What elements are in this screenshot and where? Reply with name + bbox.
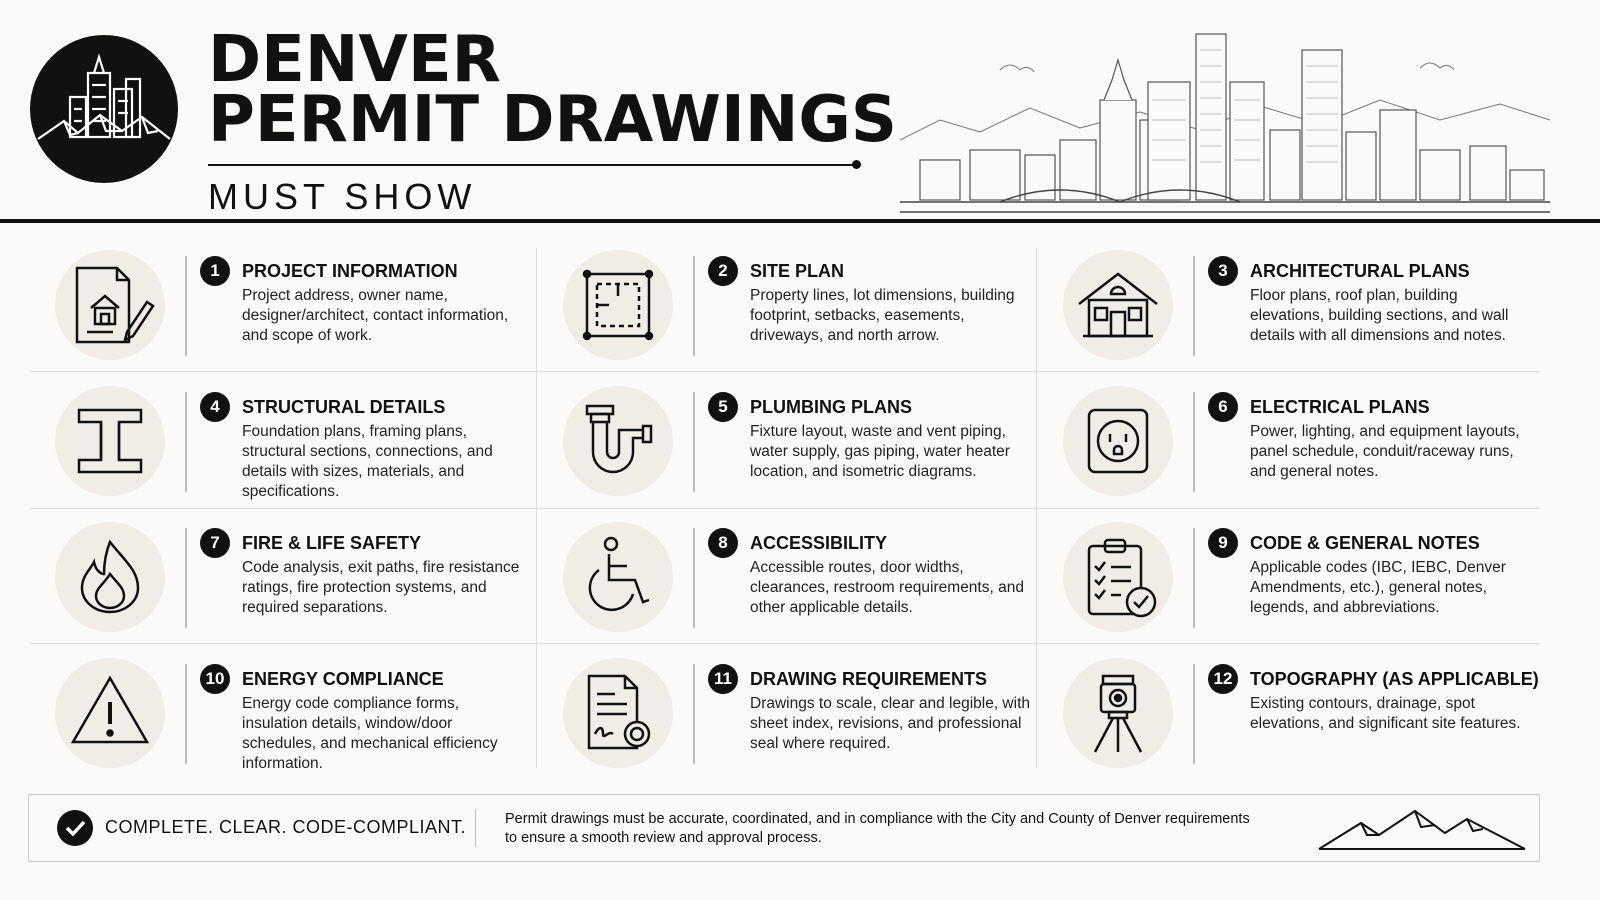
item-number: 10 xyxy=(200,664,230,694)
item-number: 1 xyxy=(200,256,230,286)
item-description: Applicable codes (IBC, IEBC, Denver Amendments, etc.), general notes, legends, and abbreviations. xyxy=(1250,559,1506,616)
requirement-card-8 xyxy=(538,510,1041,644)
item-description: Energy code compliance forms, insulation details, window/door schedules, and mechanical efficiency information. xyxy=(242,695,498,772)
card-divider xyxy=(693,528,695,628)
item-description: Project address, owner name, designer/architect, contact information, and scope of work. xyxy=(242,287,509,344)
warning-icon xyxy=(55,658,165,768)
item-title: SITE PLAN xyxy=(750,261,845,281)
pipe-icon xyxy=(563,386,673,496)
requirement-card-10 xyxy=(30,646,533,780)
item-number: 4 xyxy=(200,392,230,422)
requirement-card-7 xyxy=(30,510,533,644)
title-line-1: DENVER xyxy=(208,23,501,97)
requirement-card-6 xyxy=(1038,374,1541,508)
requirement-card-12 xyxy=(1038,646,1541,780)
item-description: Code analysis, exit paths, fire resistance ratings, fire protection systems, and required separations. xyxy=(242,559,520,616)
item-description: Fixture layout, waste and vent piping, water supply, gas piping, water heater location, and isometric diagrams. xyxy=(750,423,1010,480)
site-plan-icon xyxy=(563,250,673,360)
item-title: PLUMBING PLANS xyxy=(750,397,912,417)
card-divider xyxy=(693,256,695,356)
item-number: 2 xyxy=(708,256,738,286)
card-divider xyxy=(1193,256,1195,356)
item-number: 6 xyxy=(1208,392,1238,422)
title-underline-dot xyxy=(852,160,861,169)
requirement-card-3 xyxy=(1038,238,1541,372)
item-number: 12 xyxy=(1208,664,1238,694)
card-divider xyxy=(185,664,187,764)
item-title: PROJECT INFORMATION xyxy=(242,261,458,281)
item-description: Property lines, lot dimensions, building footprint, setbacks, easements, driveways, and north arrow. xyxy=(750,287,1015,344)
card-divider xyxy=(693,392,695,492)
card-divider xyxy=(185,528,187,628)
clipboard-check-icon xyxy=(1063,522,1173,632)
item-number: 9 xyxy=(1208,528,1238,558)
footer-banner xyxy=(28,794,1540,862)
card-divider xyxy=(693,664,695,764)
card-divider xyxy=(185,256,187,356)
requirement-card-2 xyxy=(538,238,1041,372)
item-number: 5 xyxy=(708,392,738,422)
item-title: TOPOGRAPHY (AS APPLICABLE) xyxy=(1250,669,1539,689)
item-description: Foundation plans, framing plans, structural sections, connections, and details with sizes, materials, and specifications. xyxy=(242,423,493,500)
flame-icon xyxy=(55,522,165,632)
requirement-card-11 xyxy=(538,646,1041,780)
item-description: Existing contours, drainage, spot elevations, and significant site features. xyxy=(1250,695,1521,732)
card-divider xyxy=(185,392,187,492)
requirement-card-9 xyxy=(1038,510,1541,644)
item-title: ELECTRICAL PLANS xyxy=(1250,397,1430,417)
city-mountain-logo-icon xyxy=(30,35,178,183)
check-circle-icon xyxy=(57,810,93,846)
wheelchair-icon xyxy=(563,522,673,632)
requirement-card-4 xyxy=(30,374,533,508)
item-title: FIRE & LIFE SAFETY xyxy=(242,533,422,553)
row-divider xyxy=(30,508,1540,509)
footer-message: Permit drawings must be accurate, coordinated, and in compliance with the City and County of Denver requirements to ensure a smooth review and approval process. xyxy=(505,811,1250,846)
item-number: 8 xyxy=(708,528,738,558)
item-title: STRUCTURAL DETAILS xyxy=(242,397,446,417)
subtitle: MUST SHOW xyxy=(208,176,477,217)
item-number: 7 xyxy=(200,528,230,558)
item-title: ENERGY COMPLIANCE xyxy=(242,669,444,689)
mountain-outline-icon xyxy=(1317,805,1527,856)
item-title: ACCESSIBILITY xyxy=(750,533,888,553)
requirement-card-1 xyxy=(30,238,533,372)
item-description: Floor plans, roof plan, building elevations, building sections, and wall details with all dimensions and notes. xyxy=(1250,287,1509,344)
item-number: 11 xyxy=(708,664,738,694)
title-line-2: PERMIT DRAWINGS xyxy=(208,83,897,157)
item-title: DRAWING REQUIREMENTS xyxy=(750,669,988,689)
card-divider xyxy=(1193,664,1195,764)
title-underline xyxy=(208,164,858,166)
footer-divider xyxy=(475,809,476,847)
page-title xyxy=(208,23,897,157)
i-beam-icon xyxy=(55,386,165,496)
requirement-card-5 xyxy=(538,374,1041,508)
item-description: Drawings to scale, clear and legible, with sheet index, revisions, and professional seal where required. xyxy=(750,695,1030,752)
outlet-icon xyxy=(1063,386,1173,496)
item-number: 3 xyxy=(1208,256,1238,286)
item-description: Accessible routes, door widths, clearances, restroom requirements, and other applicable details. xyxy=(750,559,1024,616)
header xyxy=(0,0,1600,224)
header-divider xyxy=(0,219,1600,223)
requirements-grid xyxy=(30,238,1540,773)
card-divider xyxy=(1193,528,1195,628)
item-title: ARCHITECTURAL PLANS xyxy=(1250,261,1470,281)
footer-tagline: COMPLETE. CLEAR. CODE-COMPLIANT. xyxy=(105,817,467,837)
house-icon xyxy=(1063,250,1173,360)
card-divider xyxy=(1193,392,1195,492)
survey-tripod-icon xyxy=(1063,658,1173,768)
signed-document-seal-icon xyxy=(563,658,673,768)
item-description: Power, lighting, and equipment layouts, panel schedule, conduit/raceway runs, and general notes. xyxy=(1250,423,1520,480)
denver-skyline-illustration xyxy=(900,20,1550,225)
document-house-pencil-icon xyxy=(55,250,165,360)
item-title: CODE & GENERAL NOTES xyxy=(1250,533,1480,553)
